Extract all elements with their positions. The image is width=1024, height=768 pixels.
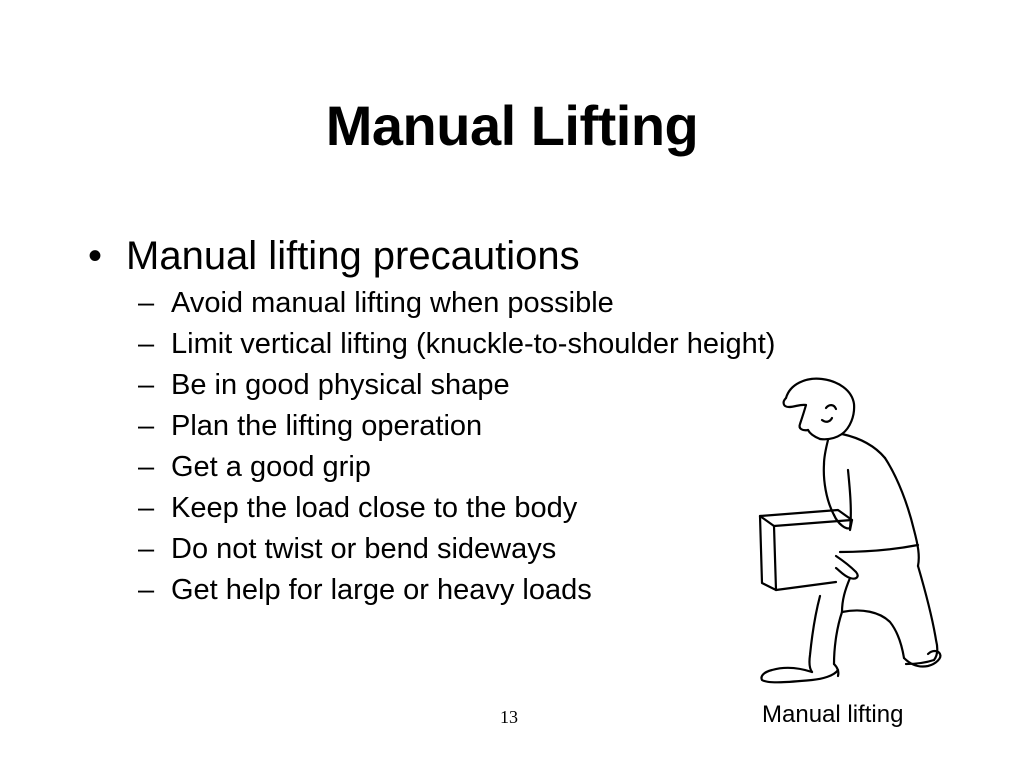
person-lifting-box-illustration (745, 370, 955, 690)
dash-symbol: – (138, 574, 155, 606)
dash-symbol: – (138, 287, 155, 319)
sub-bullet (138, 453, 775, 494)
main-bullet (88, 236, 580, 276)
sub-bullet-text: Get help for large or heavy loads (171, 574, 592, 606)
dash-symbol: – (138, 328, 155, 360)
sub-bullet-text: Limit vertical lifting (knuckle-to-shoulder height) (171, 328, 776, 360)
sub-bullet-text: Do not twist or bend sideways (171, 533, 557, 565)
sub-bullet (138, 371, 775, 412)
sub-bullet (138, 535, 775, 576)
main-bullet-text: Manual lifting precautions (126, 234, 580, 278)
dash-symbol: – (138, 533, 155, 565)
dash-symbol: – (138, 492, 155, 524)
sub-bullet (138, 330, 775, 371)
sub-bullet (138, 289, 775, 330)
sub-bullet-text: Be in good physical shape (171, 369, 510, 401)
dash-symbol: – (138, 410, 155, 442)
sub-bullet-text: Get a good grip (171, 451, 371, 483)
slide-title: Manual Lifting (325, 94, 699, 157)
sub-bullet-text: Keep the load close to the body (171, 492, 578, 524)
dash-symbol: – (138, 451, 155, 483)
figure-caption: Manual lifting (762, 701, 904, 728)
sub-bullet-text: Avoid manual lifting when possible (171, 287, 614, 319)
page-number: 13 (500, 707, 518, 727)
sub-bullet (138, 576, 775, 617)
sub-bullet (138, 412, 775, 453)
sub-bullet-text: Plan the lifting operation (171, 410, 483, 442)
dash-symbol: – (138, 369, 155, 401)
sub-bullet (138, 494, 775, 535)
bullet-symbol: • (88, 234, 103, 278)
sub-bullet-list (138, 289, 775, 617)
